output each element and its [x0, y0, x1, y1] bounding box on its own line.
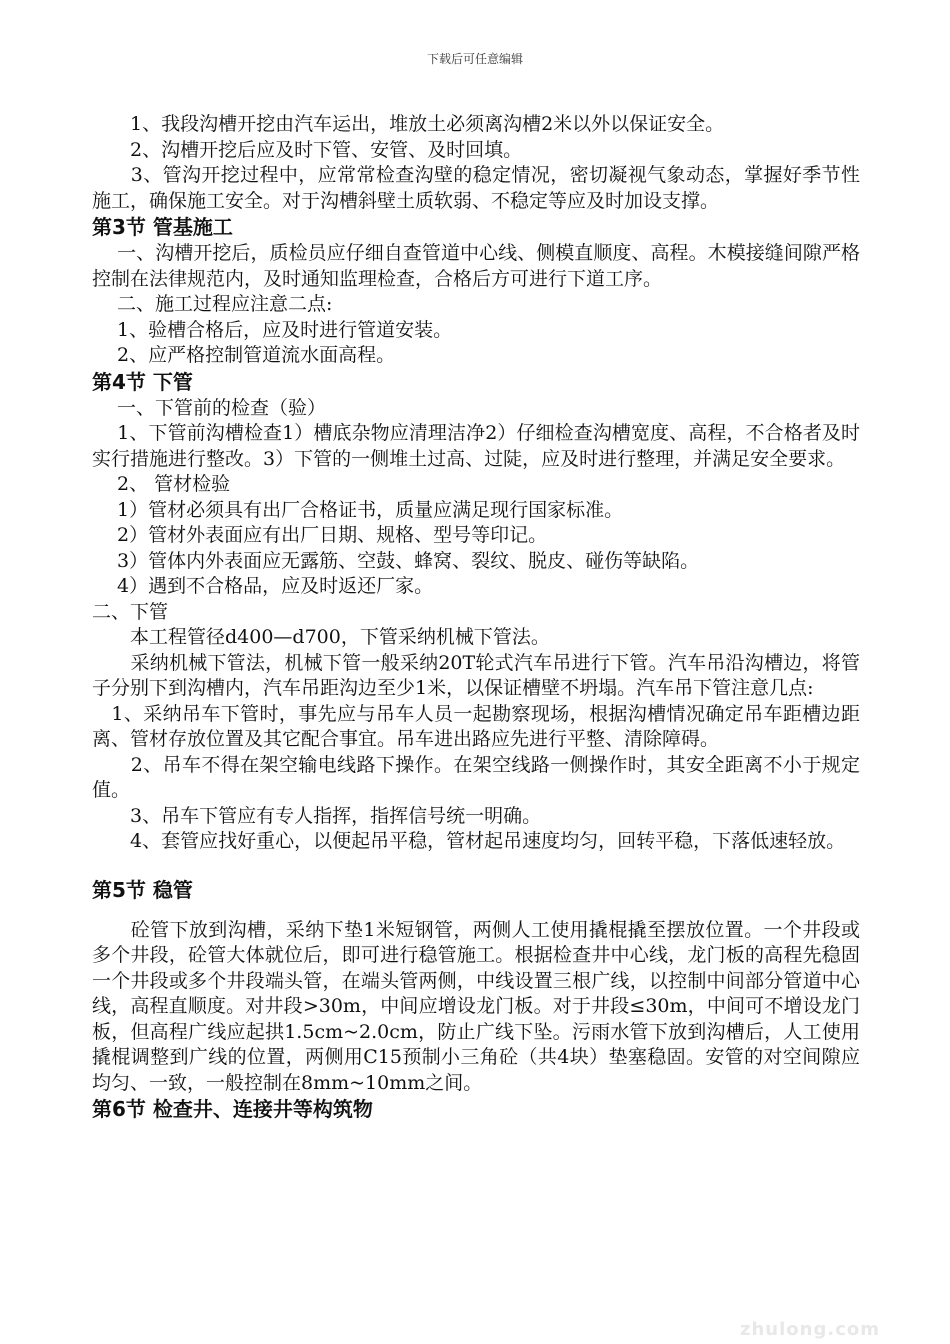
section-heading: 第4节 下管 [92, 369, 193, 394]
body-paragraph: 2、 管材检验 [92, 473, 231, 495]
body-paragraph: 1、采纳吊车下管时，事先应与吊车人员一起勘察现场，根据沟槽情况确定吊车距槽边距离、管材存放位置及其它配合事宜。吊车进出路应先进行平整、清除障碍。 [92, 702, 860, 750]
body-paragraph: 一、下管前的检查（验） [92, 396, 327, 419]
body-paragraph: 4、套管应找好重心，以便起吊平稳，管材起吊速度均匀，回转平稳，下落低速轻放。 [92, 830, 846, 852]
body-paragraph: 3、吊车下管应有专人指挥，指挥信号统一明确。 [92, 804, 542, 827]
body-paragraph: 1）管材必须具有出厂合格证书，质量应满足现行国家标准。 [92, 498, 624, 521]
body-paragraph: 2、应严格控制管道流水面高程。 [92, 344, 396, 366]
body-paragraph: 1、验槽合格后，应及时进行管道安装。 [92, 318, 453, 341]
body-paragraph: 本工程管径d400—d700，下管采纳机械下管法。 [92, 626, 550, 648]
body-paragraph: 采纳机械下管法，机械下管一般采纳20T轮式汽车吊进行下管。汽车吊沿沟槽边，将管子分别下到沟槽内，汽车吊距沟边至少1米，以保证槽壁不坍塌。汽车吊下管注意几点: [92, 651, 860, 699]
body-paragraph: 4）遇到不合格品，应及时返还厂家。 [92, 575, 434, 597]
body-paragraph: 1、我段沟槽开挖由汽车运出，堆放土必须离沟槽2米以外以保证安全。 [92, 113, 725, 135]
body-paragraph: 3）管体内外表面应无露筋、空鼓、蜂窝、裂纹、脱皮、碰伤等缺陷。 [92, 549, 700, 572]
body-paragraph: 1、下管前沟槽检查1）槽底杂物应清理洁净2）仔细检查沟槽宽度、高程，不合格者及时实行措施进行整改。3）下管的一侧堆土过高、过陡，应及时进行整理，并满足安全要求。 [92, 422, 860, 470]
body-paragraph: 2、沟槽开挖后应及时下管、安管、及时回填。 [92, 138, 523, 161]
section-heading: 第5节 稳管 [92, 877, 193, 902]
body-paragraph: 2、吊车不得在架空输电线路下操作。在架空线路一侧操作时，其安全距离不小于规定值。 [92, 753, 860, 801]
body-paragraph: 一、沟槽开挖后，质检员应仔细自查管道中心线、侧模直顺度、高程。木模接缝间隙严格控制在法律规范内，及时通知监理检查，合格后方可进行下道工序。 [92, 242, 860, 290]
body-paragraph: 砼管下放到沟槽，采纳下垫1米短钢管，两侧人工使用撬棍撬至摆放位置。一个井段或多个井段，砼管大体就位后，即可进行稳管施工。根据检查井中心线，龙门板的高程先稳固一个井段或多个井段端头管，在端头管两侧，中线设置三根广线，以控制中间部分管道中心线，高程直顺度。对井段>30m，中间应增设龙门板。对于井段≤30m，中间可不增设龙门板，但高程广线应起拱1.5cm~2.0cm，防止广线下坠。污雨水管下放到沟槽后，人工使用撬棍调整到广线的位置，两侧用C15预制小三角砼（共4块）垫塞稳固。安管的对空间隙应均匀、一致，一般控制在8mm~10mm之间。 [92, 918, 860, 1094]
watermark: zhulong.com [740, 1319, 880, 1340]
body-paragraph: 2）管材外表面应有出厂日期、规格、型号等印记。 [92, 524, 548, 546]
document-body [92, 112, 860, 1123]
body-paragraph: 3、管沟开挖过程中，应常常检查沟壁的稳定情况，密切凝视气象动态，掌握好季节性施工，确保施工安全。对于沟槽斜壁土质软弱、不稳定等应及时加设支撑。 [92, 164, 860, 212]
body-paragraph: 二、下管 [92, 600, 169, 623]
page-header-note: 下载后可任意编辑 [426, 52, 523, 66]
section-heading: 第3节 管基施工 [92, 215, 233, 239]
section-heading: 第6节 检查井、连接井等构筑物 [92, 1097, 373, 1121]
body-paragraph: 二、施工过程应注意二点: [92, 293, 333, 315]
